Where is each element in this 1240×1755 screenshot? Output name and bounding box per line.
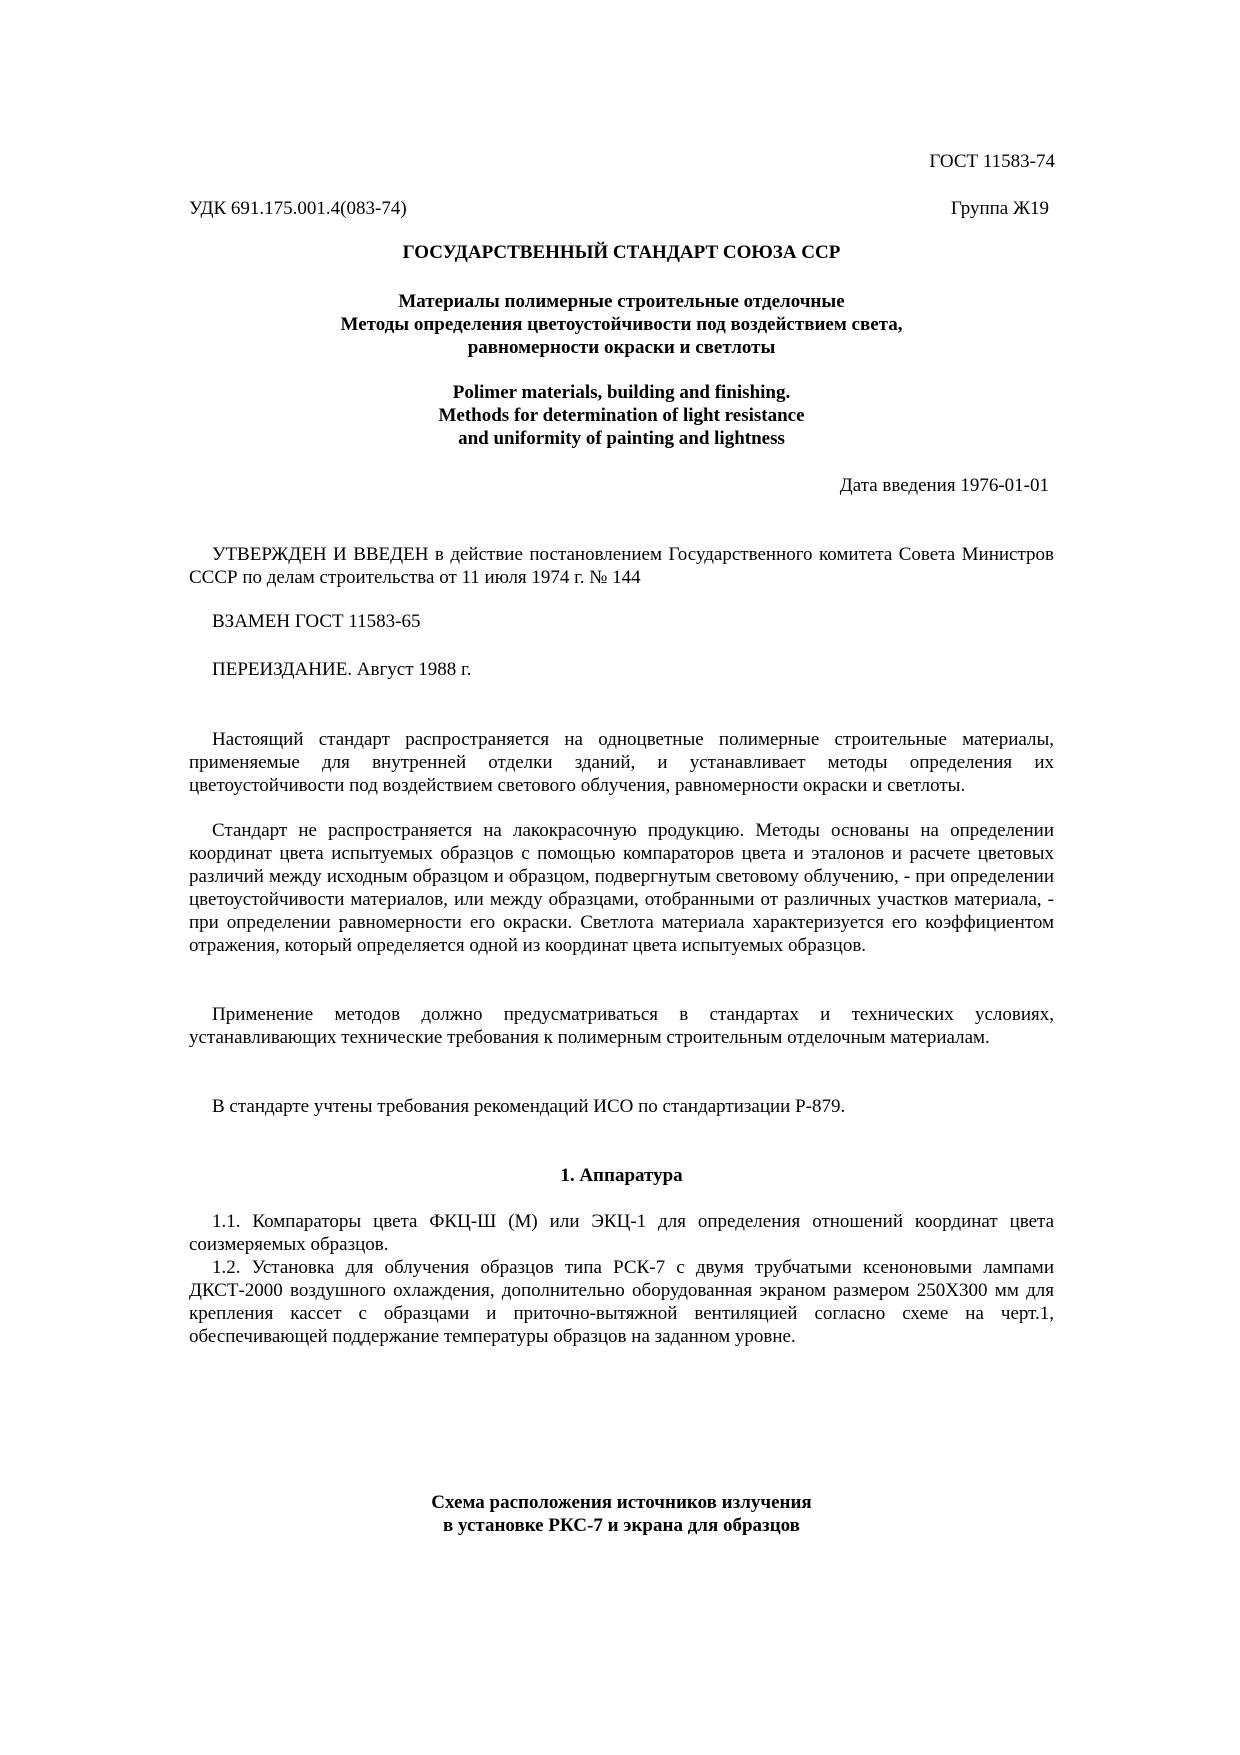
scheme-caption-line: в установке РКС-7 и экрана для образцов	[443, 1515, 800, 1536]
russian-title-line: равномерности окраски и светлоты	[467, 337, 776, 358]
introduction-date: Дата введения 1976-01-01	[839, 475, 1049, 496]
section-items	[189, 1210, 1054, 1348]
methods-paragraph: Стандарт не распространяется на лакокрасочную продукцию. Методы основаны на определении координат цвета испытуемых образцов с помощью компараторов цвета и эталонов и расчете цветовых различий между исходным образцом и образцом, подвергнутым световому облучению, - при определении цветоустойчивости материалов, или между образцами, отобранными от различных участков материала, - при определении равномерности его окраски. Светлота материала характеризуется его коэффициентом отражения, который определяется одной из координат цвета испытуемых образцов.	[189, 820, 1054, 956]
reissue-note: ПЕРЕИЗДАНИЕ. Август 1988 г.	[212, 659, 472, 680]
russian-title-line: Методы определения цветоустойчивости под воздействием света,	[340, 314, 903, 335]
group-code: Группа Ж19	[950, 198, 1049, 219]
standard-title: ГОСУДАРСТВЕННЫЙ СТАНДАРТ СОЮЗА ССР	[402, 242, 841, 263]
item-1-2: 1.2. Установка для облучения образцов типа РСК-7 с двумя трубчатыми ксеноновыми лампами ДКСТ-2000 воздушного охлаждения, дополнительно оборудованная экраном размером 250Х300 мм для крепления кассет с образцами и приточно-вытяжной вентиляцией согласно схеме на черт.1, обеспечивающей поддержание температуры образцов на заданном уровне.	[189, 1257, 1054, 1347]
english-title	[189, 381, 1054, 450]
scheme-caption-line: Схема расположения источников излучения	[431, 1492, 812, 1513]
replacement-note: ВЗАМЕН ГОСТ 11583-65	[212, 611, 421, 632]
english-title-line: and uniformity of painting and lightness	[458, 428, 785, 449]
scope-paragraph: Настоящий стандарт распространяется на одноцветные полимерные строительные материалы, применяемые для внутренней отделки зданий, и устанавливает методы определения их цветоустойчивости под воздействием светового облучения, равномерности окраски и светлоты.	[189, 729, 1054, 796]
approval-paragraph: УТВЕРЖДЕН И ВВЕДЕН в действие постановлением Государственного комитета Совета Министров СССР по делам строительства от 11 июля 1974 г. № 144	[189, 544, 1054, 588]
scheme-caption	[189, 1491, 1054, 1537]
russian-title-line: Материалы полимерные строительные отделочные	[398, 291, 845, 312]
russian-title	[189, 290, 1054, 359]
udk-code: УДК 691.175.001.4(083-74)	[189, 198, 407, 219]
iso-paragraph: В стандарте учтены требования рекомендаций ИСО по стандартизации Р-879.	[212, 1096, 846, 1117]
gost-code: ГОСТ 11583-74	[929, 151, 1055, 172]
application-paragraph: Применение методов должно предусматриваться в стандартах и технических условиях, устанавливающих технические требования к полимерным строительным отделочным материалам.	[189, 1004, 1054, 1048]
english-title-line: Methods for determination of light resistance	[438, 405, 805, 426]
english-title-line: Polimer materials, building and finishing.	[452, 382, 791, 403]
item-1-1: 1.1. Компараторы цвета ФКЦ-Ш (М) или ЭКЦ-1 для определения отношений координат цвета соизмеряемых образцов.	[189, 1211, 1054, 1255]
section-title: 1. Аппаратура	[560, 1165, 683, 1186]
